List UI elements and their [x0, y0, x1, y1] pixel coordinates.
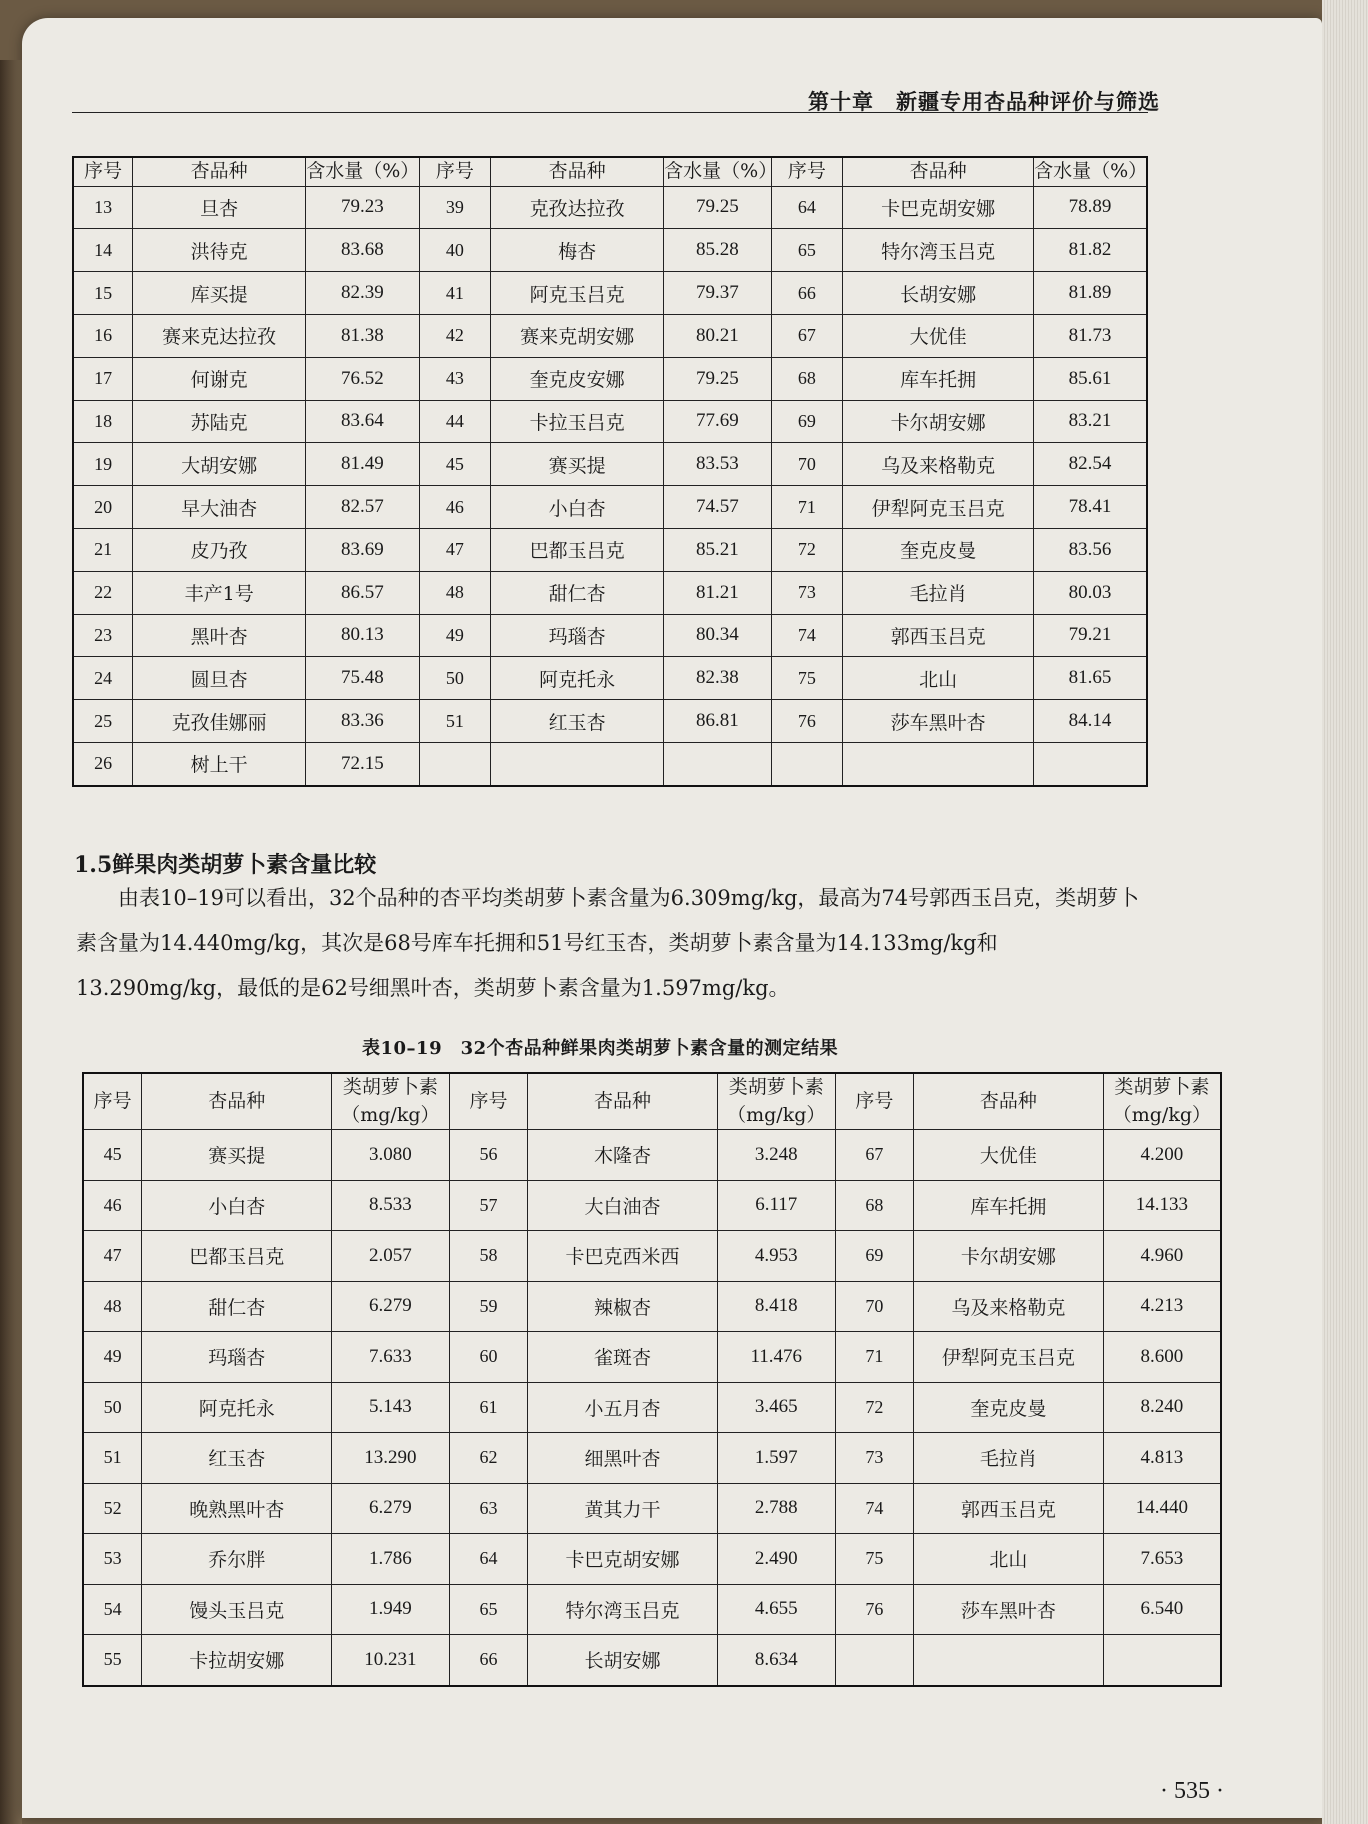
value-cell: 79.37 [664, 272, 771, 315]
variety-name-cell: 卡尔胡安娜 [843, 400, 1034, 443]
value-cell: 79.25 [664, 357, 771, 400]
row-index-cell: 43 [419, 357, 491, 400]
value-cell: 6.117 [717, 1180, 835, 1231]
page-number: · 535 · [1160, 1778, 1224, 1804]
row-index-cell: 66 [771, 272, 843, 315]
variety-name-cell: 莎车黑叶杏 [914, 1584, 1104, 1635]
row-index-cell: 62 [449, 1433, 527, 1484]
value-cell: 11.476 [717, 1332, 835, 1383]
value-cell: 80.21 [664, 314, 771, 357]
row-index-cell: 73 [835, 1433, 913, 1484]
variety-name-cell: 玛瑙杏 [142, 1332, 332, 1383]
section-title: 1.5鲜果肉类胡萝卜素含量比较 [74, 852, 377, 878]
value-cell: 79.21 [1034, 614, 1147, 657]
variety-name-cell: 库车托拥 [914, 1180, 1104, 1231]
col-header-index: 序号 [83, 1073, 142, 1130]
variety-name-cell: 特尔湾玉吕克 [843, 229, 1034, 272]
value-cell: 2.490 [717, 1534, 835, 1585]
row-index-cell: 47 [83, 1231, 142, 1282]
row-index-cell: 45 [83, 1130, 142, 1181]
variety-name-cell: 乌及来格勒克 [914, 1281, 1104, 1332]
row-index-cell: 65 [771, 229, 843, 272]
row-index-cell: 49 [419, 614, 491, 657]
table-row [73, 528, 1147, 571]
value-cell [1103, 1635, 1221, 1686]
col-header-carotenoid: 类胡萝卜素（mg/kg） [717, 1073, 835, 1130]
row-index-cell: 40 [419, 229, 491, 272]
value-cell: 6.279 [332, 1281, 450, 1332]
variety-name-cell: 奎克皮曼 [914, 1382, 1104, 1433]
variety-name-cell: 馒头玉吕克 [142, 1584, 332, 1635]
variety-name-cell: 库车托拥 [843, 357, 1034, 400]
variety-name-cell: 伊犁阿克玉吕克 [843, 486, 1034, 529]
variety-name-cell: 细黑叶杏 [528, 1433, 718, 1484]
value-cell: 84.14 [1034, 700, 1147, 743]
row-index-cell: 42 [419, 314, 491, 357]
row-index-cell: 14 [73, 229, 133, 272]
row-index-cell: 19 [73, 443, 133, 486]
value-cell: 4.200 [1103, 1130, 1221, 1181]
table-row [83, 1483, 1221, 1534]
row-index-cell: 75 [835, 1534, 913, 1585]
value-cell: 6.540 [1103, 1584, 1221, 1635]
row-index-cell: 25 [73, 700, 133, 743]
row-index-cell: 69 [771, 400, 843, 443]
variety-name-cell: 阿克托永 [491, 657, 664, 700]
running-head: 第十章 新疆专用杏品种评价与筛选 [808, 89, 1160, 114]
row-index-cell: 17 [73, 357, 133, 400]
row-index-cell: 65 [449, 1584, 527, 1635]
col-header-moisture: 含水量（%） [664, 157, 771, 186]
table-row [73, 742, 1147, 785]
row-index-cell: 58 [449, 1231, 527, 1282]
col-header-index: 序号 [73, 157, 133, 186]
col-header-index: 序号 [835, 1073, 913, 1130]
table-row [73, 486, 1147, 529]
value-cell: 1.597 [717, 1433, 835, 1484]
variety-name-cell: 何谢克 [133, 357, 306, 400]
variety-name-cell: 库买提 [133, 272, 306, 315]
col-header-variety: 杏品种 [843, 157, 1034, 186]
row-index-cell: 68 [771, 357, 843, 400]
value-cell: 4.655 [717, 1584, 835, 1635]
row-index-cell: 45 [419, 443, 491, 486]
value-cell: 83.69 [306, 528, 419, 571]
variety-name-cell: 长胡安娜 [528, 1635, 718, 1686]
value-cell: 81.65 [1034, 657, 1147, 700]
table-row [83, 1130, 1221, 1181]
row-index-cell: 16 [73, 314, 133, 357]
col-header-carotenoid: 类胡萝卜素（mg/kg） [332, 1073, 450, 1130]
row-index-cell: 51 [83, 1433, 142, 1484]
value-cell: 83.64 [306, 400, 419, 443]
body-paragraph: 由表10–19可以看出，32个品种的杏平均类胡萝卜素含量为6.309mg/kg，最高为74号郭西玉吕克，类胡萝卜素含量为14.440mg/kg，其次是68号库车托拥和51号红玉杏，类胡萝卜素含量为14.133mg/kg和13.290mg/kg，最低的是62号细黑叶杏，类胡萝卜素含量为1.597mg/kg。 [76, 886, 1140, 1000]
row-index-cell: 64 [449, 1534, 527, 1585]
table-row [83, 1433, 1221, 1484]
table-row [83, 1382, 1221, 1433]
variety-name-cell: 丰产1号 [133, 571, 306, 614]
table-row [83, 1281, 1221, 1332]
row-index-cell: 76 [771, 700, 843, 743]
row-index-cell: 49 [83, 1332, 142, 1383]
row-index-cell: 56 [449, 1130, 527, 1181]
moisture-table [72, 156, 1148, 787]
variety-name-cell: 卡巴克胡安娜 [528, 1534, 718, 1585]
variety-name-cell: 北山 [843, 657, 1034, 700]
row-index-cell: 74 [771, 614, 843, 657]
row-index-cell: 57 [449, 1180, 527, 1231]
variety-name-cell: 巴都玉吕克 [491, 528, 664, 571]
value-cell: 74.57 [664, 486, 771, 529]
table-row [73, 700, 1147, 743]
value-cell: 8.533 [332, 1180, 450, 1231]
row-index-cell: 61 [449, 1382, 527, 1433]
value-cell: 82.57 [306, 486, 419, 529]
value-cell: 83.53 [664, 443, 771, 486]
variety-name-cell: 木隆杏 [528, 1130, 718, 1181]
table-row [73, 614, 1147, 657]
value-cell: 81.89 [1034, 272, 1147, 315]
row-index-cell: 26 [73, 742, 133, 785]
variety-name-cell: 梅杏 [491, 229, 664, 272]
variety-name-cell: 甜仁杏 [142, 1281, 332, 1332]
table-row [73, 272, 1147, 315]
variety-name-cell: 伊犁阿克玉吕克 [914, 1332, 1104, 1383]
row-index-cell: 23 [73, 614, 133, 657]
col-header-index: 序号 [771, 157, 843, 186]
variety-name-cell: 奎克皮安娜 [491, 357, 664, 400]
value-cell: 83.68 [306, 229, 419, 272]
row-index-cell: 71 [835, 1332, 913, 1383]
row-index-cell: 48 [83, 1281, 142, 1332]
value-cell: 79.23 [306, 186, 419, 229]
col-header-carotenoid: 类胡萝卜素（mg/kg） [1103, 1073, 1221, 1130]
row-index-cell: 63 [449, 1483, 527, 1534]
variety-name-cell: 甜仁杏 [491, 571, 664, 614]
value-cell: 13.290 [332, 1433, 450, 1484]
row-index-cell: 76 [835, 1584, 913, 1635]
value-cell: 14.440 [1103, 1483, 1221, 1534]
table-row [73, 657, 1147, 700]
col-header-moisture: 含水量（%） [306, 157, 419, 186]
variety-name-cell: 皮乃孜 [133, 528, 306, 571]
variety-name-cell: 小白杏 [142, 1180, 332, 1231]
variety-name-cell: 赛买提 [142, 1130, 332, 1181]
value-cell: 80.03 [1034, 571, 1147, 614]
variety-name-cell: 卡尔胡安娜 [914, 1231, 1104, 1282]
table-row [73, 357, 1147, 400]
value-cell: 1.786 [332, 1534, 450, 1585]
value-cell: 85.61 [1034, 357, 1147, 400]
value-cell: 3.248 [717, 1130, 835, 1181]
value-cell: 86.57 [306, 571, 419, 614]
variety-name-cell: 大优佳 [843, 314, 1034, 357]
variety-name-cell: 克孜佳娜丽 [133, 700, 306, 743]
variety-name-cell: 旦杏 [133, 186, 306, 229]
row-index-cell [419, 742, 491, 785]
table-caption: 表10–19 32个杏品种鲜果肉类胡萝卜素含量的测定结果 [362, 1038, 839, 1059]
value-cell: 7.633 [332, 1332, 450, 1383]
variety-name-cell: 红玉杏 [491, 700, 664, 743]
variety-name-cell [914, 1635, 1104, 1686]
value-cell: 76.52 [306, 357, 419, 400]
row-index-cell: 68 [835, 1180, 913, 1231]
variety-name-cell: 苏陆克 [133, 400, 306, 443]
row-index-cell: 44 [419, 400, 491, 443]
value-cell: 2.788 [717, 1483, 835, 1534]
value-cell: 2.057 [332, 1231, 450, 1282]
row-index-cell: 60 [449, 1332, 527, 1383]
variety-name-cell: 郭西玉吕克 [843, 614, 1034, 657]
variety-name-cell: 奎克皮曼 [843, 528, 1034, 571]
value-cell: 78.89 [1034, 186, 1147, 229]
variety-name-cell: 雀斑杏 [528, 1332, 718, 1383]
row-index-cell: 52 [83, 1483, 142, 1534]
value-cell: 85.21 [664, 528, 771, 571]
value-cell: 8.240 [1103, 1382, 1221, 1433]
row-index-cell: 39 [419, 186, 491, 229]
variety-name-cell: 长胡安娜 [843, 272, 1034, 315]
variety-name-cell: 克孜达拉孜 [491, 186, 664, 229]
variety-name-cell: 树上干 [133, 742, 306, 785]
variety-name-cell: 玛瑙杏 [491, 614, 664, 657]
value-cell: 78.41 [1034, 486, 1147, 529]
value-cell: 81.49 [306, 443, 419, 486]
table-row [83, 1180, 1221, 1231]
row-index-cell: 51 [419, 700, 491, 743]
value-cell: 10.231 [332, 1635, 450, 1686]
variety-name-cell: 小白杏 [491, 486, 664, 529]
table-row [83, 1332, 1221, 1383]
row-index-cell: 22 [73, 571, 133, 614]
value-cell: 79.25 [664, 186, 771, 229]
variety-name-cell: 乔尔胖 [142, 1534, 332, 1585]
row-index-cell: 41 [419, 272, 491, 315]
value-cell: 14.133 [1103, 1180, 1221, 1231]
row-index-cell: 24 [73, 657, 133, 700]
table-row [73, 571, 1147, 614]
value-cell: 82.54 [1034, 443, 1147, 486]
table-header-row [83, 1073, 1221, 1130]
value-cell: 3.080 [332, 1130, 450, 1181]
row-index-cell: 15 [73, 272, 133, 315]
row-index-cell: 75 [771, 657, 843, 700]
value-cell: 81.21 [664, 571, 771, 614]
value-cell: 83.21 [1034, 400, 1147, 443]
row-index-cell: 20 [73, 486, 133, 529]
variety-name-cell: 卡拉玉吕克 [491, 400, 664, 443]
value-cell: 8.634 [717, 1635, 835, 1686]
value-cell: 1.949 [332, 1584, 450, 1635]
row-index-cell: 72 [771, 528, 843, 571]
variety-name-cell: 晚熟黑叶杏 [142, 1483, 332, 1534]
value-cell: 4.960 [1103, 1231, 1221, 1282]
header-rule [72, 112, 1148, 113]
variety-name-cell: 巴都玉吕克 [142, 1231, 332, 1282]
row-index-cell: 48 [419, 571, 491, 614]
row-index-cell: 21 [73, 528, 133, 571]
col-header-index: 序号 [419, 157, 491, 186]
table-row [83, 1635, 1221, 1686]
value-cell: 81.73 [1034, 314, 1147, 357]
row-index-cell: 53 [83, 1534, 142, 1585]
value-cell: 83.56 [1034, 528, 1147, 571]
table-row [73, 400, 1147, 443]
row-index-cell: 47 [419, 528, 491, 571]
row-index-cell: 18 [73, 400, 133, 443]
row-index-cell: 50 [83, 1382, 142, 1433]
book-spine-shadow [0, 60, 22, 1824]
value-cell: 80.34 [664, 614, 771, 657]
row-index-cell: 69 [835, 1231, 913, 1282]
value-cell: 4.213 [1103, 1281, 1221, 1332]
row-index-cell: 13 [73, 186, 133, 229]
col-header-variety: 杏品种 [133, 157, 306, 186]
value-cell: 85.28 [664, 229, 771, 272]
value-cell: 4.953 [717, 1231, 835, 1282]
value-cell [1034, 742, 1147, 785]
variety-name-cell: 卡巴克西米西 [528, 1231, 718, 1282]
carotenoid-table-body [83, 1130, 1221, 1686]
table-row [83, 1534, 1221, 1585]
carotenoid-table [82, 1072, 1222, 1687]
table-row [73, 443, 1147, 486]
variety-name-cell [491, 742, 664, 785]
row-index-cell: 70 [771, 443, 843, 486]
col-header-index: 序号 [449, 1073, 527, 1130]
value-cell: 81.38 [306, 314, 419, 357]
value-cell: 75.48 [306, 657, 419, 700]
value-cell: 81.82 [1034, 229, 1147, 272]
table-row [83, 1584, 1221, 1635]
value-cell: 8.600 [1103, 1332, 1221, 1383]
variety-name-cell: 黑叶杏 [133, 614, 306, 657]
table-row [73, 314, 1147, 357]
variety-name-cell: 赛买提 [491, 443, 664, 486]
variety-name-cell: 特尔湾玉吕克 [528, 1584, 718, 1635]
row-index-cell: 66 [449, 1635, 527, 1686]
variety-name-cell: 赛来克胡安娜 [491, 314, 664, 357]
row-index-cell: 59 [449, 1281, 527, 1332]
variety-name-cell: 阿克托永 [142, 1382, 332, 1433]
value-cell: 72.15 [306, 742, 419, 785]
variety-name-cell: 卡巴克胡安娜 [843, 186, 1034, 229]
row-index-cell: 54 [83, 1584, 142, 1635]
table-header-row [73, 157, 1147, 186]
col-header-variety: 杏品种 [914, 1073, 1104, 1130]
table-row [73, 229, 1147, 272]
table-row [73, 186, 1147, 229]
value-cell: 86.81 [664, 700, 771, 743]
variety-name-cell: 阿克玉吕克 [491, 272, 664, 315]
value-cell: 80.13 [306, 614, 419, 657]
row-index-cell: 72 [835, 1382, 913, 1433]
row-index-cell [771, 742, 843, 785]
variety-name-cell: 莎车黑叶杏 [843, 700, 1034, 743]
row-index-cell: 73 [771, 571, 843, 614]
value-cell: 8.418 [717, 1281, 835, 1332]
value-cell: 82.39 [306, 272, 419, 315]
value-cell: 83.36 [306, 700, 419, 743]
col-header-variety: 杏品种 [491, 157, 664, 186]
page-edges [1322, 0, 1368, 1824]
value-cell [664, 742, 771, 785]
variety-name-cell: 洪待克 [133, 229, 306, 272]
variety-name-cell: 黄其力干 [528, 1483, 718, 1534]
row-index-cell: 70 [835, 1281, 913, 1332]
row-index-cell: 67 [771, 314, 843, 357]
variety-name-cell: 北山 [914, 1534, 1104, 1585]
variety-name-cell: 郭西玉吕克 [914, 1483, 1104, 1534]
value-cell: 6.279 [332, 1483, 450, 1534]
variety-name-cell: 红玉杏 [142, 1433, 332, 1484]
variety-name-cell: 圆旦杏 [133, 657, 306, 700]
value-cell: 3.465 [717, 1382, 835, 1433]
row-index-cell: 46 [419, 486, 491, 529]
value-cell: 4.813 [1103, 1433, 1221, 1484]
variety-name-cell: 大优佳 [914, 1130, 1104, 1181]
value-cell: 82.38 [664, 657, 771, 700]
table-row [83, 1231, 1221, 1282]
row-index-cell: 55 [83, 1635, 142, 1686]
col-header-moisture: 含水量（%） [1034, 157, 1147, 186]
col-header-variety: 杏品种 [528, 1073, 718, 1130]
col-header-variety: 杏品种 [142, 1073, 332, 1130]
variety-name-cell: 小五月杏 [528, 1382, 718, 1433]
variety-name-cell: 辣椒杏 [528, 1281, 718, 1332]
variety-name-cell: 毛拉肖 [914, 1433, 1104, 1484]
row-index-cell: 71 [771, 486, 843, 529]
value-cell: 5.143 [332, 1382, 450, 1433]
row-index-cell: 67 [835, 1130, 913, 1181]
variety-name-cell [843, 742, 1034, 785]
row-index-cell: 74 [835, 1483, 913, 1534]
variety-name-cell: 赛来克达拉孜 [133, 314, 306, 357]
variety-name-cell: 早大油杏 [133, 486, 306, 529]
value-cell: 7.653 [1103, 1534, 1221, 1585]
variety-name-cell: 大胡安娜 [133, 443, 306, 486]
row-index-cell: 50 [419, 657, 491, 700]
row-index-cell: 64 [771, 186, 843, 229]
variety-name-cell: 乌及来格勒克 [843, 443, 1034, 486]
row-index-cell: 46 [83, 1180, 142, 1231]
variety-name-cell: 大白油杏 [528, 1180, 718, 1231]
moisture-table-body [73, 186, 1147, 786]
variety-name-cell: 毛拉肖 [843, 571, 1034, 614]
value-cell: 77.69 [664, 400, 771, 443]
row-index-cell [835, 1635, 913, 1686]
variety-name-cell: 卡拉胡安娜 [142, 1635, 332, 1686]
